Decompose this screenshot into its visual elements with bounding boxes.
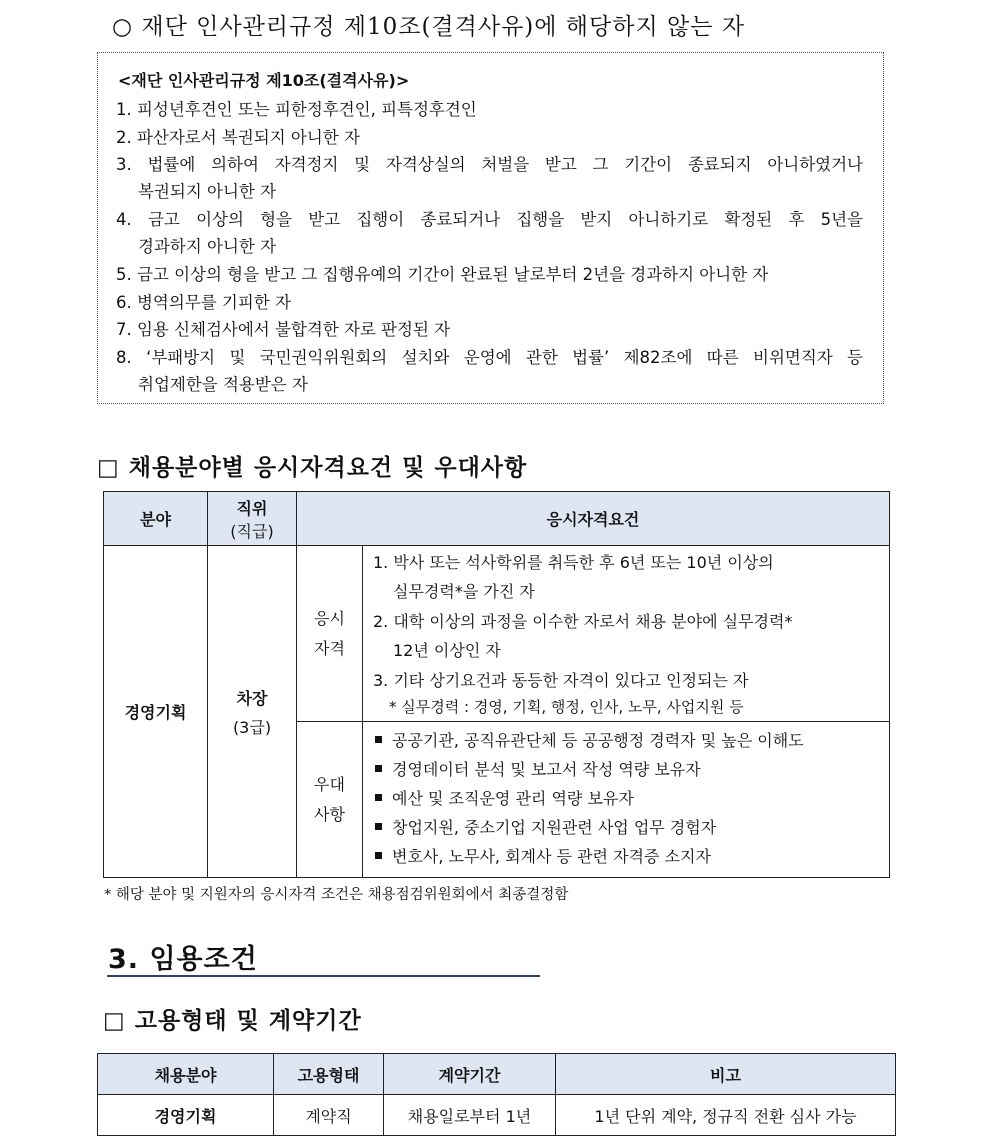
qualifications-section-title: □ 채용분야별 응시자격요건 및 우대사항	[97, 455, 528, 481]
preference-cell	[363, 722, 890, 878]
preference-label	[297, 722, 363, 878]
header-position	[208, 492, 297, 546]
cell-employment-type: 계약직	[274, 1095, 384, 1136]
rule-item-3-line2: 복권되지 아니한 자	[138, 182, 277, 201]
qualification-footnote: * 실무경력 : 경영, 기획, 행정, 인사, 노무, 사업지원 등	[389, 698, 744, 716]
employment-type-subtitle: □ 고용형태 및 계약기간	[103, 1008, 362, 1034]
employment-conditions-heading: 3. 임용조건	[108, 944, 258, 975]
rule-item-2: 2. 파산자로서 복권되지 아니한 자	[116, 128, 360, 147]
square-bullet-icon	[375, 852, 382, 859]
cell-contract-period: 채용일로부터 1년	[384, 1095, 556, 1136]
eligibility-condition-heading: ○ 재단 인사관리규정 제10조(결격사유)에 해당하지 않는 자	[112, 14, 745, 40]
header-contract-period: 계약기간	[384, 1054, 556, 1095]
square-bullet-icon	[375, 765, 382, 772]
header-field: 분야	[104, 492, 208, 546]
qualification-line-5: 3. 기타 상기요건과 동등한 자격이 있다고 인정되는 자	[373, 671, 749, 690]
header-employment-type: 고용형태	[274, 1054, 384, 1095]
cell-recruit-field: 경영기획	[98, 1095, 274, 1136]
rule-item-3-line1: 3. 법률에 의하여 자격정지 및 자격상실의 처벌을 받고 그 기간이 종료되지 아니하였거나	[116, 155, 863, 174]
qualifications-footnote: * 해당 분야 및 지원자의 응시자격 조건은 채용점검위원회에서 최종결정함	[104, 887, 569, 903]
header-recruit-field: 채용분야	[98, 1054, 274, 1095]
row-position-line2: (3급)	[232, 717, 272, 737]
qualification-label-line1: 응시	[314, 608, 345, 628]
rules-box-title: <재단 인사관리규정 제10조(결격사유)>	[118, 71, 410, 90]
qualification-label-line2: 자격	[314, 638, 345, 658]
qualification-line-2: 실무경력*을 가진 자	[393, 582, 535, 601]
row-position	[208, 546, 297, 878]
preference-label-line1: 우대	[314, 774, 345, 794]
qualification-cell	[363, 546, 890, 722]
rule-item-7: 7. 임용 신체검사에서 불합격한 자로 판정된 자	[116, 320, 451, 339]
preference-item-4: 창업지원, 중소기업 지원관련 사업 업무 경험자	[375, 815, 716, 838]
qualification-line-3: 2. 대학 이상의 과정을 이수한 자로서 채용 분야에 실무경력*	[373, 612, 793, 631]
rule-item-8-line1: 8. ‘부패방지 및 국민권익위원회의 설치와 운영에 관한 법률’ 제82조에 따른 비위면직자 등	[116, 348, 863, 367]
square-bullet-icon	[375, 736, 382, 743]
header-requirements: 응시자격요건	[297, 492, 890, 546]
qualifications-table	[103, 491, 890, 878]
preference-label-line2: 사항	[314, 804, 345, 824]
rule-item-6: 6. 병역의무를 기피한 자	[116, 293, 291, 312]
cell-remarks: 1년 단위 계약, 정규직 전환 심사 가능	[556, 1095, 896, 1136]
heading-underline	[107, 975, 540, 977]
rule-item-5: 5. 금고 이상의 형을 받고 그 집행유예의 기간이 완료된 날로부터 2년을 경과하지 아니한 자	[116, 265, 769, 284]
square-bullet-icon	[375, 794, 382, 801]
rule-item-4-line1: 4. 금고 이상의 형을 받고 집행이 종료되거나 집행을 받지 아니하기로 확정된 후 5년을	[116, 210, 863, 229]
qualification-line-4: 12년 이상인 자	[393, 641, 501, 660]
header-position-line2: (직급)	[230, 521, 274, 541]
preference-item-5: 변호사, 노무사, 회계사 등 관련 자격증 소지자	[375, 844, 711, 867]
preference-item-2: 경영데이터 분석 및 보고서 작성 역량 보유자	[375, 757, 701, 780]
preference-item-3: 예산 및 조직운영 관리 역량 보유자	[375, 786, 634, 809]
rule-item-4-line2: 경과하지 아니한 자	[138, 237, 277, 256]
qualification-label	[297, 546, 363, 722]
header-remarks: 비고	[556, 1054, 896, 1095]
qualification-line-1: 1. 박사 또는 석사학위를 취득한 후 6년 또는 10년 이상의	[373, 553, 774, 572]
square-bullet-icon	[375, 823, 382, 830]
preference-item-1: 공공기관, 공직유관단체 등 공공행정 경력자 및 높은 이해도	[375, 728, 804, 751]
row-field: 경영기획	[104, 546, 208, 878]
row-position-line1: 차장	[236, 688, 268, 708]
employment-table	[97, 1053, 896, 1136]
header-position-line1: 직위	[236, 498, 268, 518]
rule-item-8-line2: 취업제한을 적용받은 자	[138, 375, 308, 394]
rule-item-1: 1. 피성년후견인 또는 피한정후견인, 피특정후견인	[116, 100, 477, 119]
